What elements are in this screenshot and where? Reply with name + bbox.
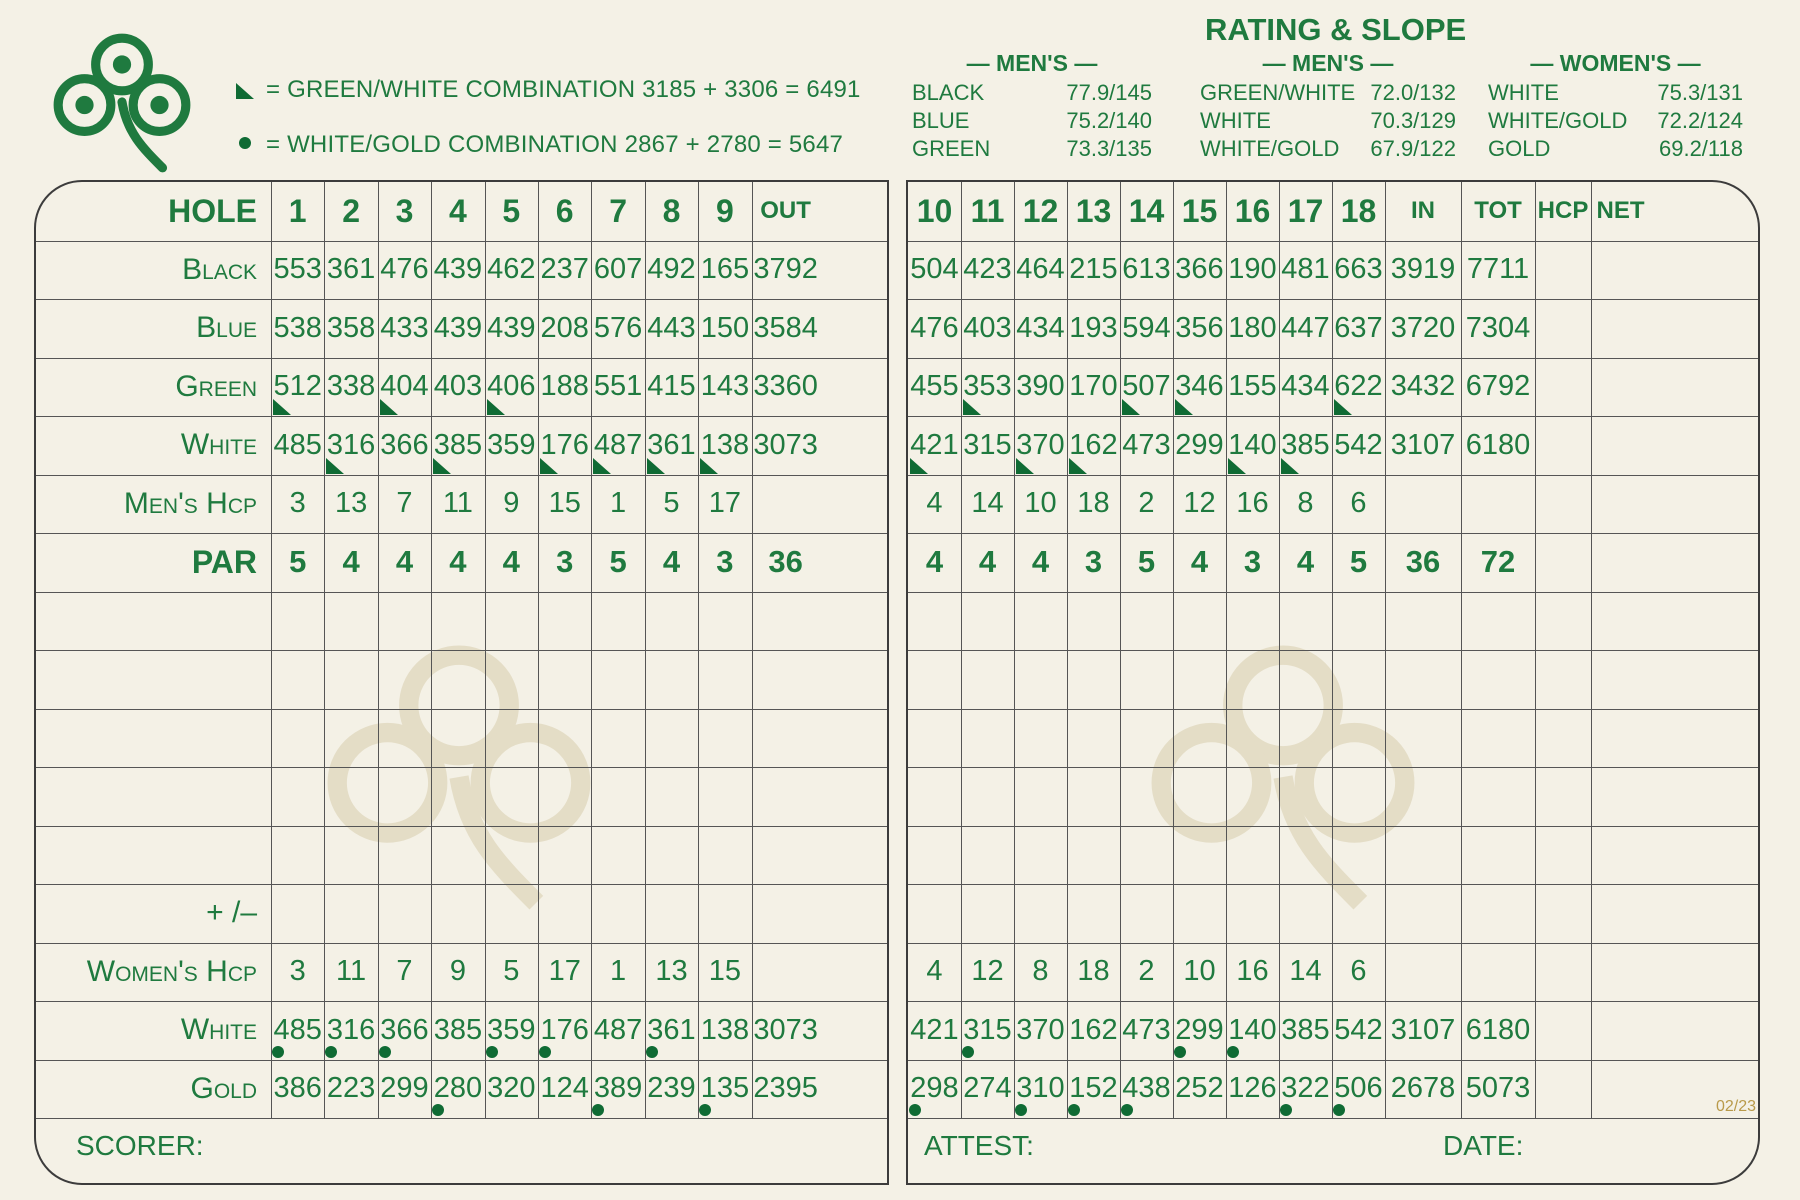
version-code: 02/23 [1715, 1098, 1756, 1115]
combo-triangle-icon [487, 399, 505, 415]
score-cell: 434 [1281, 370, 1330, 403]
ratings-row: GREEN/WHITE 72.0/132 [1200, 80, 1456, 105]
score-cell: 11 [336, 955, 367, 988]
score-cell: 155 [1228, 370, 1277, 403]
grid-line [908, 767, 1758, 768]
score-cell: 316 [326, 428, 376, 461]
grid-line [908, 826, 1758, 827]
combo-triangle-icon [1069, 458, 1087, 474]
score-cell: 315 [963, 1013, 1012, 1046]
combo-dot-icon [646, 1046, 658, 1058]
combo-dot-icon [1227, 1046, 1239, 1058]
legend-green-white: = GREEN/WHITE COMBINATION 3185 + 3306 = 6491 [236, 76, 861, 104]
hole-number: 11 [970, 192, 1005, 229]
score-cell: 188 [540, 370, 589, 403]
score-cell: 320 [487, 1072, 536, 1105]
row-label: Men's Hcp [123, 486, 257, 520]
score-cell: 439 [433, 311, 483, 344]
score-cell: 4 [662, 544, 681, 580]
row-label: PAR [191, 543, 257, 580]
row-label: Women's Hcp [86, 954, 257, 988]
combo-dot-icon [325, 1046, 337, 1058]
ratings-row: WHITE/GOLD 67.9/122 [1200, 136, 1456, 161]
ratings-row: WHITE 75.3/131 [1488, 80, 1743, 105]
score-cell: 476 [910, 311, 959, 344]
combo-dot-icon [1174, 1046, 1186, 1058]
hole-number: 7 [609, 192, 627, 229]
score-cell: 421 [910, 1013, 959, 1046]
combo-triangle-icon [1016, 458, 1034, 474]
score-cell: 3 [289, 487, 306, 520]
score-cell: 439 [433, 253, 483, 286]
score-cell: 361 [326, 253, 376, 286]
score-cell: 553 [273, 253, 322, 286]
score-cell: 3073 [753, 1013, 818, 1046]
score-cell: 162 [1069, 1013, 1118, 1046]
score-cell: 176 [540, 1013, 589, 1046]
score-cell: 3 [289, 955, 306, 988]
shamrock-watermark-icon [314, 632, 604, 922]
score-cell: 4 [926, 955, 943, 988]
score-cell: 72 [1480, 544, 1516, 580]
score-cell: 346 [1175, 370, 1224, 403]
score-cell: 464 [1016, 253, 1065, 286]
score-cell: 356 [1175, 311, 1224, 344]
score-cell: 193 [1069, 311, 1118, 344]
combo-dot-icon [379, 1046, 391, 1058]
score-cell: 485 [273, 1013, 322, 1046]
score-cell: 433 [380, 311, 429, 344]
score-cell: 170 [1069, 370, 1118, 403]
combo-triangle-icon [593, 458, 611, 474]
hole-number: NET [1596, 197, 1645, 225]
score-cell: 152 [1069, 1072, 1118, 1105]
combo-triangle-icon [910, 458, 928, 474]
score-cell: 2 [1138, 487, 1155, 520]
combo-triangle-icon [700, 458, 718, 474]
score-cell: 385 [1281, 428, 1330, 461]
score-cell: 2 [1138, 955, 1155, 988]
score-cell: 3 [716, 544, 734, 580]
score-cell: 6 [1350, 955, 1367, 988]
score-cell: 5 [1349, 544, 1368, 580]
row-label [36, 709, 257, 768]
score-cell: 11 [442, 487, 473, 520]
dot-icon [239, 137, 251, 149]
score-cell: 5 [609, 544, 627, 580]
combo-dot-icon [486, 1046, 498, 1058]
row-label: Gold [190, 1071, 257, 1105]
grid-line [36, 1118, 887, 1119]
combo-triangle-icon [1334, 399, 1352, 415]
grid-line [908, 709, 1758, 710]
hole-number: HCP [1537, 197, 1589, 225]
hole-number: 15 [1181, 192, 1218, 229]
hole-number: OUT [760, 197, 811, 225]
score-cell: 3 [556, 544, 574, 580]
score-cell: 455 [910, 370, 959, 403]
row-label: Green [175, 369, 257, 403]
score-cell: 8 [1297, 487, 1314, 520]
score-cell: 223 [326, 1072, 376, 1105]
grid-line [908, 592, 1758, 593]
combo-triangle-icon [540, 458, 558, 474]
score-cell: 10 [1183, 955, 1216, 988]
score-cell: 385 [1281, 1013, 1330, 1046]
score-cell: 190 [1228, 253, 1277, 286]
score-cell: 485 [273, 428, 322, 461]
hole-number: 2 [342, 192, 360, 229]
score-cell: 353 [963, 370, 1012, 403]
combo-triangle-icon [1228, 458, 1246, 474]
hole-number: 3 [395, 192, 414, 229]
score-cell: 8 [1032, 955, 1049, 988]
score-cell: 4 [449, 544, 467, 580]
hole-number: 8 [662, 192, 681, 229]
row-label: Black [182, 252, 257, 286]
score-cell: 150 [700, 311, 750, 344]
score-cell: 299 [1175, 428, 1224, 461]
score-cell: 3107 [1390, 1013, 1456, 1046]
hole-number: 14 [1128, 192, 1165, 229]
score-cell: 3432 [1390, 370, 1456, 403]
score-cell: 124 [540, 1072, 589, 1105]
score-cell: 1 [610, 955, 627, 988]
ratings-group-header: — WOMEN'S — [1530, 50, 1701, 76]
combo-dot-icon [962, 1046, 974, 1058]
score-cell: 143 [700, 370, 750, 403]
score-cell: 7 [396, 955, 413, 988]
hole-number: 1 [288, 192, 307, 229]
score-cell: 487 [593, 428, 643, 461]
shamrock-logo-icon [46, 26, 198, 178]
ratings-group-header: — MEN'S — [966, 50, 1098, 76]
score-cell: 14 [971, 487, 1004, 520]
score-cell: 165 [700, 253, 750, 286]
score-cell: 13 [655, 955, 688, 988]
hole-number: 16 [1234, 192, 1271, 229]
score-cell: 5 [289, 544, 307, 580]
hole-number: 13 [1075, 192, 1112, 229]
score-cell: 126 [1228, 1072, 1277, 1105]
combo-triangle-icon [273, 399, 291, 415]
combo-dot-icon [1333, 1104, 1345, 1116]
row-label [36, 767, 257, 826]
score-cell: 406 [487, 370, 536, 403]
score-cell: 366 [1175, 253, 1224, 286]
row-label: HOLE [168, 192, 257, 229]
score-cell: 3919 [1390, 253, 1456, 286]
score-cell: 1 [610, 487, 627, 520]
score-cell: 551 [593, 370, 643, 403]
score-cell: 140 [1228, 1013, 1277, 1046]
score-cell: 237 [540, 253, 589, 286]
combo-triangle-icon [647, 458, 665, 474]
row-label: White [180, 428, 257, 462]
score-cell: 5073 [1465, 1072, 1531, 1105]
combo-dot-icon [1280, 1104, 1292, 1116]
hole-number: 10 [916, 192, 953, 229]
score-cell: 439 [487, 311, 536, 344]
hole-number: 9 [715, 192, 734, 229]
hole-number: 6 [555, 192, 574, 229]
score-cell: 7711 [1466, 253, 1530, 286]
combo-dot-icon [1068, 1104, 1080, 1116]
score-cell: 389 [593, 1072, 643, 1105]
score-cell: 4 [342, 544, 360, 580]
combo-triangle-icon [1122, 399, 1140, 415]
grid-line [908, 1118, 1758, 1119]
score-cell: 215 [1069, 253, 1118, 286]
score-cell: 504 [910, 253, 959, 286]
ratings-row: WHITE 70.3/129 [1200, 108, 1456, 133]
ratings-row: BLACK 77.9/145 [912, 80, 1152, 105]
score-cell: 36 [768, 544, 803, 580]
score-cell: 14 [1289, 955, 1322, 988]
score-cell: 4 [926, 487, 943, 520]
legend-white-gold: = WHITE/GOLD COMBINATION 2867 + 2780 = 5647 [236, 131, 843, 159]
score-cell: 16 [1236, 955, 1269, 988]
score-cell: 361 [647, 428, 696, 461]
score-cell: 542 [1334, 428, 1383, 461]
ratings-title: RATING & SLOPE [1205, 12, 1467, 47]
score-cell: 4 [925, 544, 944, 580]
score-cell: 370 [1016, 1013, 1065, 1046]
score-cell: 506 [1334, 1072, 1383, 1105]
score-cell: 162 [1069, 428, 1118, 461]
score-cell: 12 [1183, 487, 1216, 520]
score-cell: 9 [503, 487, 520, 520]
score-cell: 622 [1334, 370, 1383, 403]
score-cell: 607 [593, 253, 643, 286]
score-cell: 18 [1077, 487, 1110, 520]
score-cell: 421 [910, 428, 959, 461]
score-cell: 473 [1122, 1013, 1171, 1046]
row-label: Blue [196, 311, 257, 345]
score-cell: 361 [647, 1013, 696, 1046]
score-cell: 370 [1016, 428, 1065, 461]
score-cell: 613 [1122, 253, 1171, 286]
combo-dot-icon [1015, 1104, 1027, 1116]
score-cell: 492 [647, 253, 696, 286]
score-cell: 5 [663, 487, 680, 520]
score-cell: 403 [963, 311, 1012, 344]
grid-line [908, 884, 1758, 885]
score-cell: 415 [647, 370, 696, 403]
score-cell: 462 [487, 253, 536, 286]
score-cell: 6180 [1465, 428, 1531, 461]
attest-field[interactable]: ATTEST: [924, 1130, 1034, 1161]
score-cell: 542 [1334, 1013, 1383, 1046]
ratings-group-header: — MEN'S — [1262, 50, 1394, 76]
score-cell: 15 [708, 955, 742, 988]
score-cell: 3720 [1390, 311, 1456, 344]
score-cell: 12 [971, 955, 1004, 988]
triangle-icon [236, 83, 254, 99]
combo-dot-icon [539, 1046, 551, 1058]
score-cell: 135 [700, 1072, 750, 1105]
score-cell: 507 [1122, 370, 1171, 403]
score-cell: 16 [1236, 487, 1269, 520]
score-cell: 280 [433, 1072, 483, 1105]
score-cell: 3 [1243, 544, 1262, 580]
score-cell: 9 [449, 955, 466, 988]
score-cell: 423 [963, 253, 1012, 286]
score-cell: 3584 [753, 311, 818, 344]
score-cell: 438 [1122, 1072, 1171, 1105]
score-cell: 176 [540, 428, 589, 461]
score-cell: 299 [380, 1072, 429, 1105]
date-field[interactable]: DATE: [1443, 1130, 1524, 1161]
score-cell: 6 [1350, 487, 1367, 520]
score-cell: 7 [396, 487, 413, 520]
score-cell: 322 [1281, 1072, 1330, 1105]
score-cell: 6180 [1465, 1013, 1531, 1046]
score-cell: 138 [700, 1013, 750, 1046]
score-cell: 476 [380, 253, 429, 286]
combo-triangle-icon [963, 399, 981, 415]
score-cell: 359 [487, 1013, 536, 1046]
ratings-row: GREEN 73.3/135 [912, 136, 1152, 161]
score-cell: 7304 [1465, 311, 1531, 344]
scorer-field[interactable]: SCORER: [76, 1130, 204, 1161]
ratings-group-womens [1488, 50, 1743, 163]
score-cell: 17 [708, 487, 742, 520]
ratings-row: BLUE 75.2/140 [912, 108, 1152, 133]
score-cell: 3360 [753, 370, 818, 403]
row-label [36, 650, 257, 709]
hole-number: TOT [1474, 197, 1522, 225]
score-cell: 18 [1077, 955, 1110, 988]
row-label: White [180, 1013, 257, 1047]
score-cell: 298 [910, 1072, 959, 1105]
hole-number: 12 [1022, 192, 1059, 229]
score-cell: 208 [540, 311, 589, 344]
score-cell: 310 [1016, 1072, 1065, 1105]
score-cell: 404 [380, 370, 429, 403]
score-cell: 3073 [753, 428, 818, 461]
score-cell: 390 [1016, 370, 1065, 403]
ratings-row: WHITE/GOLD 72.2/124 [1488, 108, 1743, 133]
hole-number: 5 [502, 192, 521, 229]
score-cell: 359 [487, 428, 536, 461]
score-cell: 338 [326, 370, 376, 403]
score-cell: 10 [1024, 487, 1057, 520]
score-cell: 443 [647, 311, 696, 344]
score-cell: 512 [273, 370, 322, 403]
grid-line [908, 650, 1758, 651]
score-cell: 3107 [1390, 428, 1456, 461]
ratings-row: GOLD 69.2/118 [1488, 136, 1743, 161]
score-cell: 15 [548, 487, 581, 520]
combo-dot-icon [272, 1046, 284, 1058]
score-cell: 6792 [1465, 370, 1531, 403]
combo-dot-icon [909, 1104, 921, 1116]
scorecard-back-nine [906, 180, 1760, 1185]
score-cell: 36 [1405, 544, 1441, 580]
score-cell: 5 [503, 955, 520, 988]
score-cell: 434 [1016, 311, 1065, 344]
row-label [36, 592, 257, 651]
score-cell: 274 [963, 1072, 1012, 1105]
score-cell: 5 [1137, 544, 1156, 580]
row-label: + /– [206, 896, 257, 930]
ratings-group-mens-2 [1200, 50, 1456, 163]
combo-triangle-icon [1175, 399, 1193, 415]
score-cell: 2395 [753, 1072, 818, 1105]
score-cell: 447 [1281, 311, 1330, 344]
score-cell: 315 [963, 428, 1012, 461]
combo-dot-icon [1121, 1104, 1133, 1116]
score-cell: 385 [433, 1013, 483, 1046]
hole-number: 17 [1287, 192, 1324, 229]
score-cell: 13 [334, 487, 368, 520]
score-cell: 140 [1228, 428, 1277, 461]
combo-triangle-icon [433, 458, 451, 474]
score-cell: 385 [433, 428, 483, 461]
score-cell: 637 [1334, 311, 1383, 344]
score-cell: 3 [1084, 544, 1103, 580]
combo-triangle-icon [380, 399, 398, 415]
score-cell: 473 [1122, 428, 1171, 461]
score-cell: 576 [593, 311, 643, 344]
score-cell: 366 [380, 1013, 429, 1046]
score-cell: 4 [1296, 544, 1315, 580]
score-cell: 4 [502, 544, 520, 580]
score-cell: 239 [647, 1072, 696, 1105]
hole-number: IN [1411, 197, 1435, 225]
score-cell: 487 [593, 1013, 643, 1046]
score-cell: 299 [1175, 1013, 1224, 1046]
score-cell: 17 [548, 955, 581, 988]
score-cell: 386 [273, 1072, 322, 1105]
score-cell: 594 [1122, 311, 1171, 344]
ratings-group-mens-1 [912, 50, 1152, 163]
score-cell: 316 [326, 1013, 376, 1046]
combo-triangle-icon [1281, 458, 1299, 474]
score-cell: 366 [380, 428, 429, 461]
score-cell: 481 [1281, 253, 1330, 286]
combo-triangle-icon [326, 458, 344, 474]
row-label [36, 826, 257, 885]
score-cell: 180 [1228, 311, 1277, 344]
score-cell: 138 [700, 428, 750, 461]
score-cell: 4 [1031, 544, 1050, 580]
hole-number: 4 [448, 192, 467, 229]
score-cell: 2678 [1390, 1072, 1456, 1105]
score-cell: 663 [1334, 253, 1383, 286]
score-cell: 4 [395, 544, 414, 580]
score-cell: 403 [433, 370, 483, 403]
score-cell: 3792 [753, 253, 818, 286]
score-cell: 4 [1190, 544, 1209, 580]
hole-number: 18 [1340, 192, 1377, 229]
score-cell: 358 [326, 311, 376, 344]
scorecard-front-nine [34, 180, 889, 1185]
score-cell: 4 [978, 544, 997, 580]
score-cell: 252 [1175, 1072, 1224, 1105]
score-cell: 538 [273, 311, 322, 344]
